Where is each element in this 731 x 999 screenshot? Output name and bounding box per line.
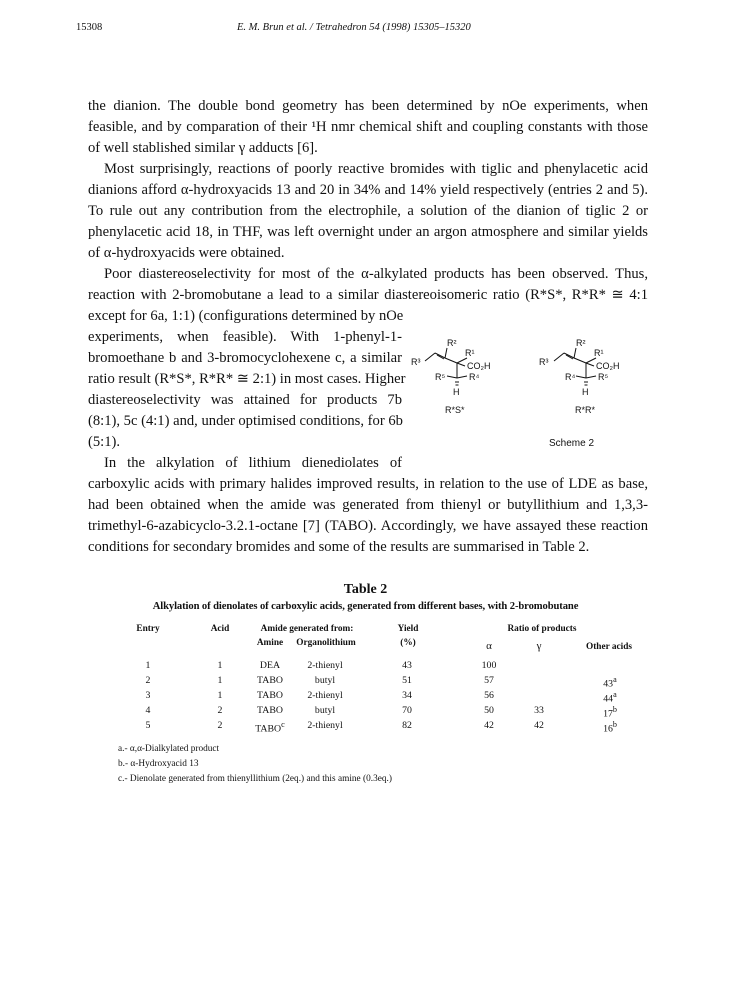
cell-amine: TABO$^c$ bbox=[255, 720, 285, 735]
r1-label: R¹ bbox=[594, 348, 604, 358]
header-amine: Amine bbox=[256, 638, 284, 648]
cell-acid: 2 bbox=[217, 705, 223, 716]
body-line: conditions for secondary bromides and some of the results are summarised in Table 2. bbox=[88, 539, 590, 555]
header-yield-unit: (%) bbox=[400, 638, 416, 648]
body-line: dianions afford α-hydroxyacids 13 and 20 in 34% and 14% yield respectively (entries 2 and 5). bbox=[88, 182, 648, 198]
h-label: H bbox=[453, 387, 460, 397]
body-line: experiments, when feasible). With 1-phenyl-1- bbox=[88, 329, 402, 345]
body-line: diastereoselectivity was attained for products 7b bbox=[88, 392, 402, 408]
cell-entry: 3 bbox=[145, 690, 151, 701]
body-line: except for 6a, 1:1) (configurations determined by nOe bbox=[88, 308, 404, 324]
r4-label: R⁴ bbox=[469, 372, 480, 382]
cell-entry: 1 bbox=[145, 660, 151, 671]
cell-other: 44$^a$ bbox=[603, 690, 617, 705]
page-number: 15308 bbox=[76, 22, 103, 33]
body-line: (5:1). bbox=[88, 434, 121, 450]
body-line: phenylacetic acid 18, in THF, was left overnight under an argon atmosphere and similar yields bbox=[88, 224, 648, 240]
cell-amine: TABO bbox=[257, 690, 283, 701]
cell-alpha: 50 bbox=[484, 705, 494, 716]
cell-gamma: 42 bbox=[534, 720, 544, 731]
body-line: reaction with 2-bromobutane a lead to a similar diastereoisomeric ratio (R*S*, R*R* ≅ 4:1 bbox=[88, 287, 648, 303]
cell-acid: 2 bbox=[217, 720, 223, 731]
h-label: H bbox=[582, 387, 589, 397]
cell-entry: 2 bbox=[145, 675, 151, 686]
r5-label: R⁵ bbox=[598, 372, 609, 382]
cell-yield: 51 bbox=[402, 675, 412, 686]
r3-label: R³ bbox=[539, 357, 549, 367]
cell-entry: 5 bbox=[145, 720, 151, 731]
header-amide: Amide generated from: bbox=[260, 624, 354, 634]
r1-label: R¹ bbox=[465, 348, 475, 358]
header-acid: Acid bbox=[210, 624, 230, 634]
header-gamma: γ bbox=[536, 640, 542, 652]
body-line: To rule out any contribution from the electrophile, a solution of the dianion of tiglic 2 or bbox=[88, 203, 648, 219]
rr-label: R*R* bbox=[575, 405, 596, 415]
acid-label: CO₂H bbox=[467, 361, 491, 371]
cell-yield: 82 bbox=[402, 720, 412, 731]
table-footnote: b.- α-Hydroxyacid 13 bbox=[118, 759, 199, 769]
cell-other: 16$^b$ bbox=[603, 720, 617, 735]
cell-organolithium: 2-thienyl bbox=[307, 690, 343, 701]
cell-other: 17$^b$ bbox=[603, 705, 617, 720]
cell-yield: 43 bbox=[402, 660, 412, 671]
cell-alpha: 100 bbox=[481, 660, 497, 671]
table-footnote: a.- α,α-Dialkylated product bbox=[118, 744, 220, 754]
body-line: trimethyl-6-azabicyclo-3.2.1-octane [7] (TABO). Accordingly, we have assayed these reaction bbox=[88, 518, 648, 534]
header-ratio: Ratio of products bbox=[507, 624, 577, 634]
cell-amine: TABO bbox=[257, 675, 283, 686]
body-line: Poor diastereoselectivity for most of the α-alkylated products has been observed. Thus, bbox=[104, 266, 648, 282]
body-line: carboxylic acids with primary halides improved results, in relation to the use of LDE as base, bbox=[88, 476, 648, 492]
scheme-2-structures bbox=[407, 338, 652, 450]
running-head-citation: E. M. Brun et al. / Tetrahedron 54 (1998) 15305–15320 bbox=[237, 22, 471, 33]
body-line: (8:1), 5c (4:1) and, under optimised conditions, for 6b bbox=[88, 413, 403, 429]
header-entry: Entry bbox=[136, 624, 160, 634]
body-line: of well stablished similar γ adducts [6]. bbox=[88, 140, 318, 156]
cell-alpha: 42 bbox=[484, 720, 494, 731]
body-line: of α-hydroxyacids were obtained. bbox=[88, 245, 285, 261]
scheme-2 bbox=[407, 338, 652, 450]
cell-yield: 34 bbox=[402, 690, 412, 701]
table-title: Table 2 bbox=[343, 582, 388, 597]
cell-other: 43$^a$ bbox=[603, 675, 617, 690]
body-line: the dianion. The double bond geometry has been determined by nOe experiments, when bbox=[88, 98, 648, 114]
cell-entry: 4 bbox=[145, 705, 151, 716]
cell-acid: 1 bbox=[217, 690, 223, 701]
body-line: feasible, and by comparation of their ¹H nmr chemical shift and coupling constants with those bbox=[88, 119, 648, 135]
structure-rs bbox=[425, 348, 467, 385]
body-line: ratio result (R*S*, R*R* ≅ 2:1) in most cases. Higher bbox=[88, 371, 406, 387]
r2-label: R² bbox=[447, 338, 457, 348]
cell-acid: 1 bbox=[217, 660, 223, 671]
r2-label: R² bbox=[576, 338, 586, 348]
cell-gamma: 33 bbox=[534, 705, 544, 716]
table-footnote: c.- Dienolate generated from thienyllithium (2eq.) and this amine (0.3eq.) bbox=[118, 774, 392, 784]
body-line: Most surprisingly, reactions of poorly reactive bromides with tiglic and phenylacetic acid bbox=[104, 161, 648, 177]
header-yield: Yield bbox=[397, 624, 419, 634]
body-line: had been obtained when the amide was generated from thienyl or butyllithium and 1,3,3- bbox=[88, 497, 648, 513]
acid-label: CO₂H bbox=[596, 361, 620, 371]
cell-alpha: 57 bbox=[484, 675, 494, 686]
r4-label: R⁴ bbox=[565, 372, 576, 382]
cell-organolithium: 2-thienyl bbox=[307, 720, 343, 731]
header-organolithium: Organolithium bbox=[296, 638, 356, 648]
cell-acid: 1 bbox=[217, 675, 223, 686]
cell-amine: TABO bbox=[257, 705, 283, 716]
table-caption: Alkylation of dienolates of carboxylic acids, generated from different bases, with 2-bromobutane bbox=[152, 601, 579, 612]
cell-amine: DEA bbox=[259, 660, 281, 671]
cell-alpha: 56 bbox=[484, 690, 494, 701]
body-line: bromoethane b and 3-bromocyclohexene c, a similar bbox=[88, 350, 402, 366]
cell-yield: 70 bbox=[402, 705, 412, 716]
r5-label: R⁵ bbox=[435, 372, 446, 382]
cell-organolithium: butyl bbox=[314, 705, 336, 716]
cell-organolithium: 2-thienyl bbox=[307, 660, 343, 671]
header-alpha: α bbox=[486, 640, 492, 652]
body-line: In the alkylation of lithium dienediolates of bbox=[104, 455, 402, 471]
r3-label: R³ bbox=[411, 357, 421, 367]
rs-label: R*S* bbox=[445, 405, 465, 415]
scheme-caption: Scheme 2 bbox=[549, 438, 595, 449]
header-other: Other acids bbox=[585, 642, 633, 652]
cell-organolithium: butyl bbox=[314, 675, 336, 686]
